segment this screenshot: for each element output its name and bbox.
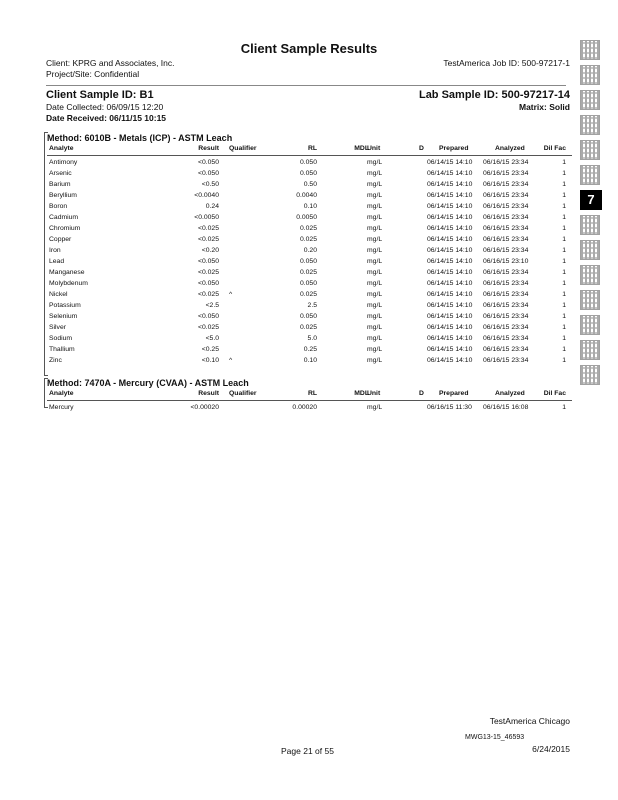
cell-dil-fac: 1 [562, 236, 566, 243]
col-rl: RL [307, 145, 317, 152]
col-qualifier: Qualifier [229, 145, 257, 152]
cell-prepared: 06/14/15 14:10 [427, 357, 473, 364]
cell-result: <0.025 [198, 324, 219, 331]
cell-unit: mg/L [367, 170, 383, 177]
qr-code-icon [580, 215, 600, 235]
cell-unit: mg/L [367, 247, 383, 254]
cell-dil-fac: 1 [562, 357, 566, 364]
cell-unit: mg/L [367, 159, 383, 166]
cell-dil-fac: 1 [562, 203, 566, 210]
table-row [47, 181, 572, 192]
cell-prepared: 06/14/15 14:10 [427, 258, 473, 265]
col-dil-fac: Dil Fac [543, 145, 566, 152]
page-number: Page 21 of 55 [281, 746, 334, 756]
cell-prepared: 06/14/15 14:10 [427, 280, 473, 287]
page-title: Client Sample Results [240, 41, 378, 56]
cell-prepared: 06/14/15 14:10 [427, 346, 473, 353]
cell-rl: 0.50 [303, 181, 317, 188]
cell-analyzed: 06/16/15 23:34 [483, 159, 529, 166]
cell-result: <0.00020 [190, 404, 219, 411]
cell-unit: mg/L [367, 302, 383, 309]
cell-analyzed: 06/16/15 23:34 [483, 291, 529, 298]
cell-dil-fac: 1 [562, 269, 566, 276]
cell-rl: 0.10 [303, 357, 317, 364]
cell-analyte: Thallium [49, 346, 75, 353]
col-d: D [419, 145, 424, 152]
cell-prepared: 06/14/15 14:10 [427, 291, 473, 298]
cell-dil-fac: 1 [562, 346, 566, 353]
cell-result: <0.050 [198, 258, 219, 265]
cell-dil-fac: 1 [562, 159, 566, 166]
cell-analyte: Antimony [49, 159, 78, 166]
report-date: 6/24/2015 [532, 744, 570, 754]
cell-unit: mg/L [367, 346, 383, 353]
cell-unit: mg/L [367, 269, 383, 276]
cell-result: <0.20 [201, 247, 219, 254]
cell-analyzed: 06/16/15 23:34 [483, 302, 529, 309]
date-received: Date Received: 06/11/15 10:15 [46, 113, 167, 123]
client-sample-id: Client Sample ID: B1 [46, 89, 154, 101]
col-result: Result [198, 145, 219, 152]
col-unit: Unit [367, 145, 381, 152]
table-row [47, 357, 572, 368]
table-row [47, 258, 572, 269]
cell-analyzed: 06/16/15 23:34 [483, 357, 529, 364]
cell-analyzed: 06/16/15 23:34 [483, 335, 529, 342]
cell-analyzed: 06/16/15 23:34 [483, 181, 529, 188]
col-rl: RL [307, 390, 317, 397]
cell-analyte: Mercury [49, 404, 74, 411]
cell-prepared: 06/14/15 14:10 [427, 170, 473, 177]
cell-analyzed: 06/16/15 16:08 [483, 404, 529, 411]
table-row [47, 159, 572, 170]
table-header [47, 390, 572, 401]
cell-analyte: Chromium [49, 225, 81, 232]
qr-code-icon [580, 240, 600, 260]
cell-prepared: 06/14/15 14:10 [427, 247, 473, 254]
cell-rl: 0.00020 [292, 404, 317, 411]
cell-dil-fac: 1 [562, 170, 566, 177]
cell-analyzed: 06/16/15 23:10 [483, 258, 529, 265]
cell-dil-fac: 1 [562, 324, 566, 331]
cell-dil-fac: 1 [562, 214, 566, 221]
cell-analyte: Beryllium [49, 192, 77, 199]
cell-prepared: 06/14/15 14:10 [427, 313, 473, 320]
col-prepared: Prepared [439, 145, 469, 152]
matrix: Matrix: Solid [518, 102, 570, 112]
cell-unit: mg/L [367, 291, 383, 298]
cell-unit: mg/L [367, 192, 383, 199]
cell-result: <0.050 [198, 170, 219, 177]
cell-prepared: 06/14/15 14:10 [427, 269, 473, 276]
table-row [47, 192, 572, 203]
table-row [47, 269, 572, 280]
table-row [47, 236, 572, 247]
table-row [47, 335, 572, 346]
method-title: Method: 7470A - Mercury (CVAA) - ASTM Leach [47, 378, 249, 388]
cell-result: <0.25 [201, 346, 219, 353]
cell-rl: 0.025 [299, 269, 317, 276]
method-title: Method: 6010B - Metals (ICP) - ASTM Leach [47, 133, 233, 143]
cell-rl: 0.10 [303, 203, 317, 210]
cell-analyzed: 06/16/15 23:34 [483, 313, 529, 320]
cell-rl: 0.0040 [296, 192, 317, 199]
cell-rl: 0.25 [303, 346, 317, 353]
col-analyte: Analyte [49, 145, 74, 152]
cell-unit: mg/L [367, 357, 383, 364]
cell-analyte: Sodium [49, 335, 73, 342]
table-row [47, 404, 572, 415]
cell-rl: 0.025 [299, 225, 317, 232]
cell-dil-fac: 1 [562, 404, 566, 411]
cell-analyte: Nickel [49, 291, 68, 298]
cell-unit: mg/L [367, 280, 383, 287]
cell-analyte: Lead [49, 258, 65, 265]
metals-section [47, 133, 572, 368]
cell-prepared: 06/14/15 14:10 [427, 192, 473, 199]
table-row [47, 247, 572, 258]
col-prepared: Prepared [439, 390, 469, 397]
col-qualifier: Qualifier [229, 390, 257, 397]
document-id: MWG13-15_46593 [465, 734, 525, 741]
col-dil-fac: Dil Fac [543, 390, 566, 397]
cell-result: <0.025 [198, 236, 219, 243]
col-analyte: Analyte [49, 390, 74, 397]
cell-rl: 5.0 [307, 335, 317, 342]
cell-analyte: Silver [49, 324, 66, 331]
cell-dil-fac: 1 [562, 258, 566, 265]
cell-result: <2.5 [205, 302, 219, 309]
cell-prepared: 06/14/15 14:10 [427, 159, 473, 166]
cell-prepared: 06/14/15 14:10 [427, 203, 473, 210]
table-row [47, 203, 572, 214]
job-id: TestAmerica Job ID: 500-97217-1 [443, 58, 570, 68]
cell-analyte: Iron [49, 247, 61, 254]
cell-rl: 0.025 [299, 236, 317, 243]
cell-analyzed: 06/16/15 23:34 [483, 192, 529, 199]
cell-analyte: Manganese [49, 269, 85, 276]
cell-prepared: 06/14/15 14:10 [427, 236, 473, 243]
col-mdl: MDL [354, 145, 369, 152]
cell-unit: mg/L [367, 335, 383, 342]
cell-result: 0.24 [205, 203, 219, 210]
cell-rl: 0.050 [299, 280, 317, 287]
project-site: Project/Site: Confidential [46, 69, 140, 79]
col-unit: Unit [367, 390, 381, 397]
table-row [47, 170, 572, 181]
cell-rl: 0.050 [299, 159, 317, 166]
cell-rl: 0.050 [299, 258, 317, 265]
table-row [47, 324, 572, 335]
qr-code-icon [580, 115, 600, 135]
mercury-section [47, 378, 572, 415]
lab-sample-id: Lab Sample ID: 500-97217-14 [418, 89, 570, 101]
cell-result: <0.50 [201, 181, 219, 188]
cell-unit: mg/L [367, 203, 383, 210]
footer-lab-name: TestAmerica Chicago [489, 716, 570, 726]
qr-code-icon [580, 40, 600, 60]
cell-analyzed: 06/16/15 23:34 [483, 236, 529, 243]
cell-analyzed: 06/16/15 23:34 [483, 346, 529, 353]
cell-analyte: Arsenic [49, 170, 72, 177]
section-tab-sidebar [580, 40, 602, 390]
cell-unit: mg/L [367, 225, 383, 232]
col-mdl: MDL [354, 390, 369, 397]
cell-dil-fac: 1 [562, 247, 566, 254]
cell-result: <0.050 [198, 159, 219, 166]
cell-rl: 0.050 [299, 170, 317, 177]
cell-result: <0.025 [198, 269, 219, 276]
cell-unit: mg/L [367, 404, 383, 411]
cell-rl: 2.5 [307, 302, 317, 309]
col-analyzed: Analyzed [495, 390, 525, 397]
table-row [47, 313, 572, 324]
qr-code-icon [580, 290, 600, 310]
cell-analyte: Copper [49, 236, 72, 243]
cell-analyte: Barium [49, 181, 71, 188]
table-header [47, 145, 572, 156]
cell-result: <0.050 [198, 280, 219, 287]
cell-analyzed: 06/16/15 23:34 [483, 247, 529, 254]
cell-unit: mg/L [367, 181, 383, 188]
qr-code-icon [580, 365, 600, 385]
cell-analyte: Molybdenum [49, 280, 88, 287]
cell-result: <0.025 [198, 225, 219, 232]
cell-result: <0.050 [198, 313, 219, 320]
cell-dil-fac: 1 [562, 335, 566, 342]
cell-analyzed: 06/16/15 23:34 [483, 170, 529, 177]
cell-dil-fac: 1 [562, 313, 566, 320]
qr-code-icon [580, 265, 600, 285]
cell-analyzed: 06/16/15 23:34 [483, 214, 529, 221]
cell-prepared: 06/16/15 11:30 [427, 404, 472, 411]
cell-analyte: Boron [49, 203, 68, 210]
cell-unit: mg/L [367, 214, 383, 221]
cell-unit: mg/L [367, 236, 383, 243]
cell-analyzed: 06/16/15 23:34 [483, 324, 529, 331]
cell-analyzed: 06/16/15 23:34 [483, 225, 529, 232]
cell-result: <0.025 [198, 291, 219, 298]
cell-dil-fac: 1 [562, 291, 566, 298]
cell-qualifier: ^ [229, 357, 233, 364]
cell-prepared: 06/14/15 14:10 [427, 302, 473, 309]
table-row [47, 214, 572, 225]
cell-analyte: Potassium [49, 302, 81, 309]
cell-prepared: 06/14/15 14:10 [427, 214, 473, 221]
table-row [47, 302, 572, 313]
cell-dil-fac: 1 [562, 225, 566, 232]
cell-result: <0.0040 [194, 192, 219, 199]
qr-code-icon [580, 90, 600, 110]
table-row [47, 346, 572, 357]
mercury-rows [47, 404, 572, 415]
qr-code-icon [580, 140, 600, 160]
header-divider [46, 85, 566, 86]
table-row [47, 225, 572, 236]
client-name: Client: KPRG and Associates, Inc. [46, 58, 175, 68]
cell-analyte: Zinc [49, 357, 62, 364]
cell-rl: 0.025 [299, 324, 317, 331]
cell-rl: 0.20 [303, 247, 317, 254]
cell-prepared: 06/14/15 14:10 [427, 335, 473, 342]
col-d: D [419, 390, 424, 397]
cell-analyzed: 06/16/15 23:34 [483, 203, 529, 210]
cell-unit: mg/L [367, 313, 383, 320]
cell-rl: 0.050 [299, 313, 317, 320]
cell-dil-fac: 1 [562, 302, 566, 309]
cell-dil-fac: 1 [562, 280, 566, 287]
cell-dil-fac: 1 [562, 181, 566, 188]
cell-result: <0.10 [201, 357, 219, 364]
qr-code-icon [580, 340, 600, 360]
metals-rows [47, 159, 572, 368]
section-tab-active[interactable]: 7 [580, 190, 602, 210]
cell-unit: mg/L [367, 324, 383, 331]
cell-rl: 0.0050 [296, 214, 317, 221]
col-analyzed: Analyzed [495, 145, 525, 152]
cell-qualifier: ^ [229, 291, 233, 298]
cell-analyte: Cadmium [49, 214, 79, 221]
cell-prepared: 06/14/15 14:10 [427, 225, 473, 232]
cell-analyzed: 06/16/15 23:34 [483, 280, 529, 287]
cell-prepared: 06/14/15 14:10 [427, 324, 473, 331]
table-row [47, 291, 572, 302]
cell-result: <5.0 [205, 335, 219, 342]
cell-prepared: 06/14/15 14:10 [427, 181, 473, 188]
cell-analyzed: 06/16/15 23:34 [483, 269, 529, 276]
cell-dil-fac: 1 [562, 192, 566, 199]
table-row [47, 280, 572, 291]
cell-result: <0.0050 [194, 214, 219, 221]
qr-code-icon [580, 165, 600, 185]
col-result: Result [198, 390, 219, 397]
qr-code-icon [580, 315, 600, 335]
cell-unit: mg/L [367, 258, 383, 265]
cell-analyte: Selenium [49, 313, 78, 320]
qr-code-icon [580, 65, 600, 85]
date-collected: Date Collected: 06/09/15 12:20 [46, 102, 164, 112]
cell-rl: 0.025 [299, 291, 317, 298]
